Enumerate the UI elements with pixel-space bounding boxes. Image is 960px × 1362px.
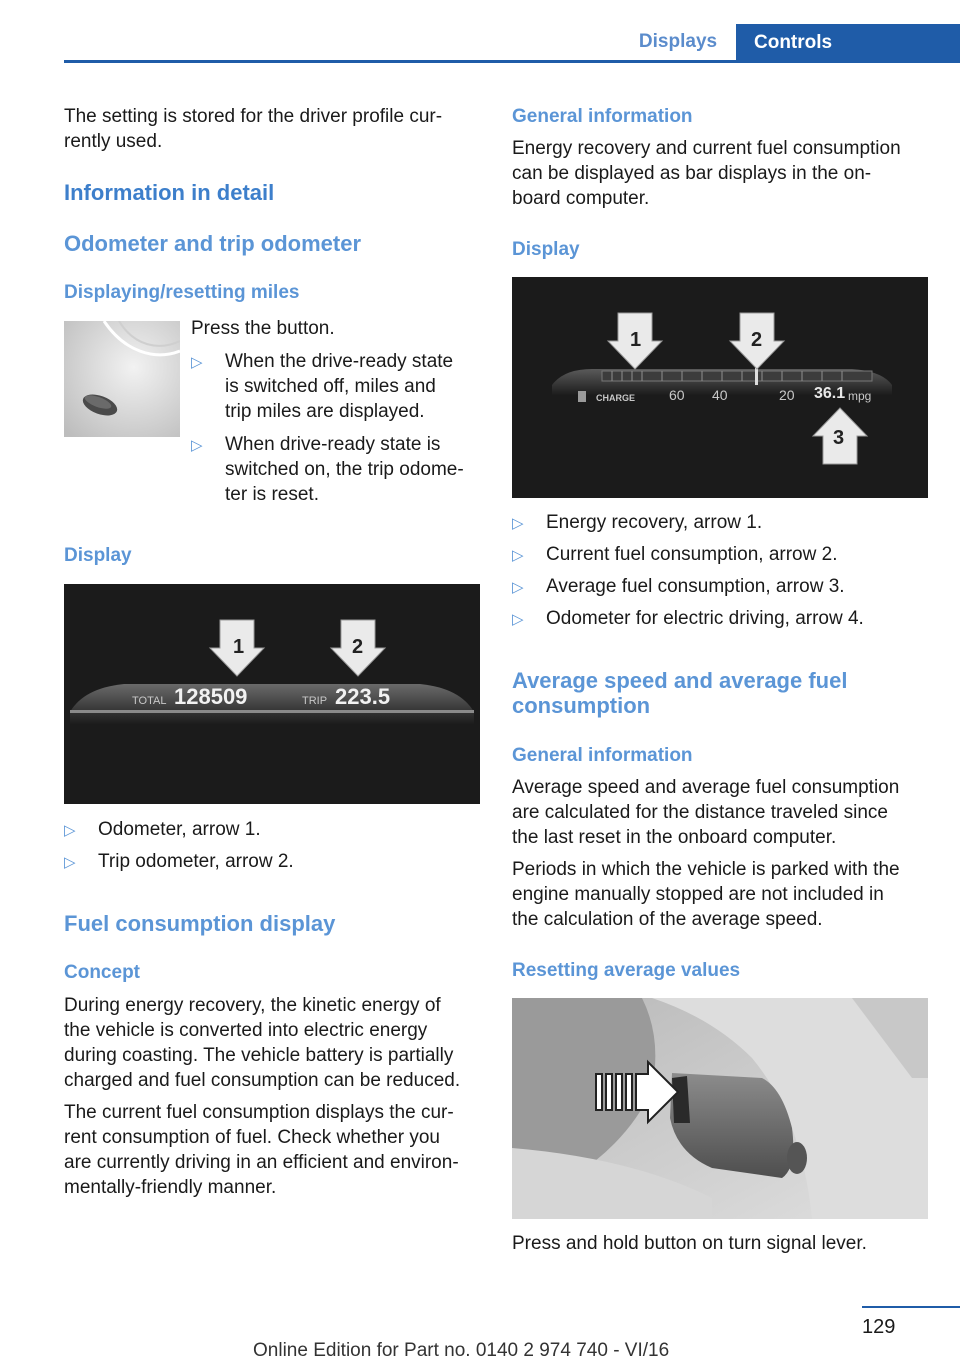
intro-line-2: rently used. [64, 131, 163, 152]
turn-signal-lever-photo [512, 998, 928, 1219]
concept-line: charged and fuel consumption can be reduced. [64, 1070, 461, 1091]
trip-label: TRIP [302, 695, 328, 707]
displaying-heading: Displaying/resetting miles [64, 282, 300, 303]
odometer-display-image [64, 584, 480, 804]
concept-line: During energy recovery, the kinetic energy of [64, 995, 441, 1016]
general-line: Energy recovery and current fuel consumption [512, 138, 901, 159]
header-rule [64, 60, 960, 63]
list-item: ▷ When drive-ready state is switched on, the trip odome- ter is reset. [191, 434, 464, 505]
list-item: ▷ Current fuel consumption, arrow 2. [512, 542, 928, 568]
edition-text: Online Edition for Part no. 0140 2 974 740 - VI/16 [253, 1340, 670, 1361]
tick-label: 40 [712, 387, 728, 403]
fuel-heading: Fuel consumption display [64, 911, 336, 936]
tick-label: 20 [779, 387, 795, 403]
odometer-heading: Odometer and trip odometer [64, 231, 362, 256]
triangle-bullet-icon: ▷ [512, 579, 524, 596]
general-line: can be displayed as bar displays in the on- [512, 163, 872, 184]
avg-heading-line-1: Average speed and average fuel [512, 668, 848, 693]
press-hold-text: Press and hold button on turn signal lever. [512, 1233, 867, 1254]
current-line: mentally-friendly manner. [64, 1177, 277, 1198]
list-item: ▷ Odometer for electric driving, arrow 4. [512, 606, 928, 632]
press-button-text: Press the button. [191, 318, 335, 339]
list-item: ▷ Energy recovery, arrow 1. [512, 510, 928, 536]
arrow-2-label: 2 [751, 329, 763, 351]
mpg-value: 36.1 [814, 385, 846, 402]
general2-line: are calculated for the distance traveled since [512, 802, 888, 823]
concept-heading: Concept [64, 962, 140, 983]
arrow-1-label: 1 [630, 329, 642, 351]
periods-line: engine manually stopped are not included in [512, 884, 884, 905]
general2-heading: General information [512, 745, 693, 766]
concept-line: during coasting. The vehicle battery is partially [64, 1045, 454, 1066]
button-photo [64, 321, 180, 437]
general2-line: the last reset in the onboard computer. [512, 827, 837, 848]
tab-controls[interactable]: Controls [736, 24, 960, 62]
avg-heading-line-2: consumption [512, 693, 651, 718]
general-heading: General information [512, 106, 693, 127]
total-label: TOTAL [132, 695, 167, 707]
resetting-heading: Resetting average values [512, 960, 741, 981]
charge-label: CHARGE [596, 393, 636, 403]
mpg-unit: mpg [848, 389, 872, 403]
general-line: board computer. [512, 188, 650, 209]
triangle-bullet-icon: ▷ [191, 437, 203, 454]
arrow-1-label: 1 [233, 636, 245, 658]
triangle-bullet-icon: ▷ [64, 822, 76, 839]
arrow-2-label: 2 [352, 636, 364, 658]
periods-line: Periods in which the vehicle is parked with the [512, 859, 900, 880]
total-value: 128509 [174, 684, 248, 709]
list-item: ▷ When the drive-ready state is switched off, miles and trip miles are displayed. [191, 351, 454, 422]
page-number: 129 [862, 1316, 896, 1338]
list-item: ▷ Average fuel consumption, arrow 3. [512, 574, 928, 600]
tab-displays[interactable]: Displays [638, 31, 718, 52]
triangle-bullet-icon: ▷ [512, 611, 524, 628]
list-item: ▷ Trip odometer, arrow 2. [64, 849, 480, 875]
triangle-bullet-icon: ▷ [512, 515, 524, 532]
tick-label: 60 [669, 387, 685, 403]
arrow-3-label: 3 [833, 427, 845, 449]
current-line: rent consumption of fuel. Check whether you [64, 1127, 440, 1148]
triangle-bullet-icon: ▷ [191, 354, 203, 371]
footer-rule [862, 1306, 960, 1308]
display-heading-right: Display [512, 239, 580, 260]
current-line: are currently driving in an efficient and environ- [64, 1152, 459, 1173]
general2-line: Average speed and average fuel consumption [512, 777, 900, 798]
list-item: ▷ Odometer, arrow 1. [64, 817, 480, 843]
triangle-bullet-icon: ▷ [512, 547, 524, 564]
concept-line: the vehicle is converted into electric energy [64, 1020, 428, 1041]
fuel-display-image [512, 277, 928, 498]
trip-value: 223.5 [335, 684, 391, 709]
display-heading: Display [64, 545, 132, 566]
info-heading: Information in detail [64, 180, 275, 205]
periods-line: the calculation of the average speed. [512, 909, 823, 930]
triangle-bullet-icon: ▷ [64, 854, 76, 871]
current-line: The current fuel consumption displays the cur- [64, 1102, 454, 1123]
intro-line-1: The setting is stored for the driver profile cur- [64, 106, 443, 127]
